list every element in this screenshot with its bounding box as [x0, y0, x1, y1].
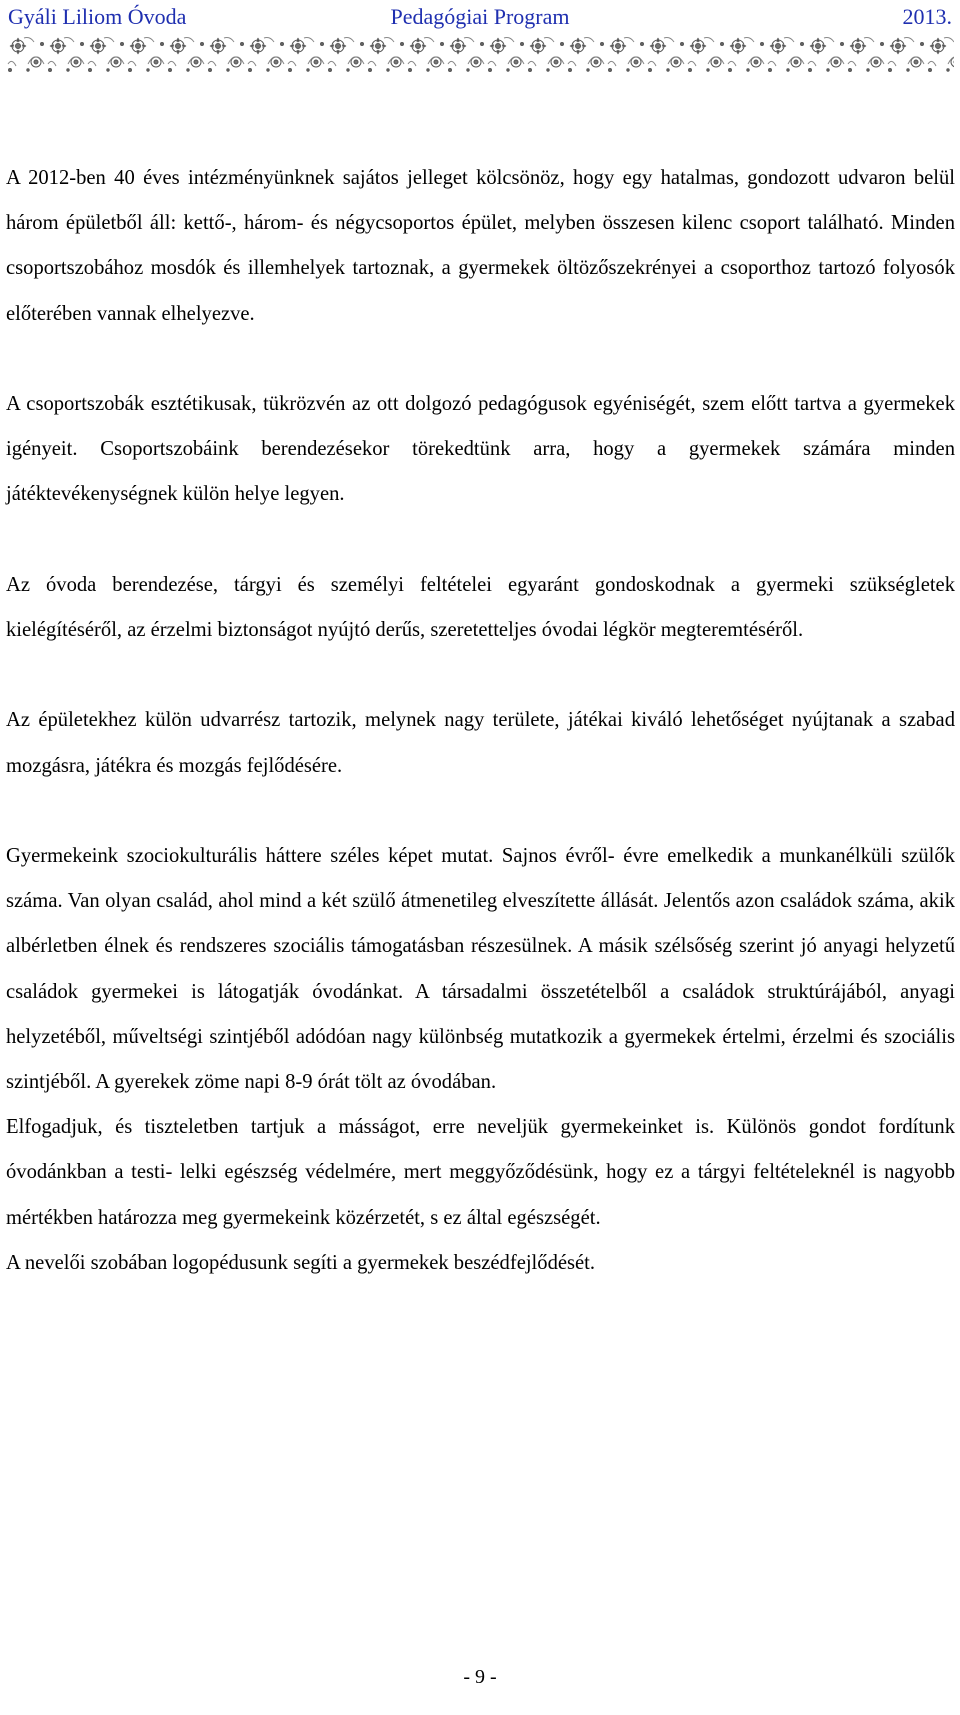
page-number: - 9 -	[463, 1666, 497, 1688]
header-document-title: Pedagógiai Program	[390, 4, 570, 29]
paragraph-acceptance: Elfogadjuk, és tiszteletben tartjuk a másságot, erre neveljük gyermekeinket is. Különös gondot fordítunk óvodánkban a testi- lelki egészség védelmére, mert meggyőződésünk, hogy ez a tárgyi feltételeknél is nagyobb mértékben határozza meg gyermekeink közérzetét, s ez által egészségét.	[6, 1116, 955, 1229]
paragraph-speech-therapy: A nevelői szobában logopédusunk segíti a gyermekek beszédfejlődését.	[6, 1251, 596, 1274]
paragraph-buildings: A 2012-ben 40 éves intézményünknek sajátos jelleget kölcsönöz, hogy egy hatalmas, gondozott udvaron belül három épületből áll: kettő-, három- és négycsoportos épület, melyben összesen kilenc csoport található. Minden csoportszobához mosdók és illemhelyek tartoznak, a gyermekek öltözőszekrényei a csoporthoz tartozó folyosók előterében vannak elhelyezve.	[6, 167, 955, 325]
paragraph-equipment: Az óvoda berendezése, tárgyi és személyi feltételei egyaránt gondoskodnak a gyermeki szükségletek kielégítéséről, az érzelmi biztonságot nyújtó derűs, szeretetteljes óvodai légkör megteremtéséről.	[6, 573, 955, 641]
paragraph-group-rooms: A csoportszobák esztétikusak, tükrözvén az ott dolgozó pedagógusok egyéniségét, szem előtt tartva a gyermekek igényeit. Csoportszobáink berendezésekor törekedtünk arra, hogy a gyermekek számára minden játéktevékenységnek külön helye legyen.	[6, 393, 955, 506]
paragraph-socio-cultural: Gyermekeink szociokulturális háttere széles képet mutat. Sajnos évről- évre emelkedik a munkanélküli szülők száma. Van olyan család, ahol mind a két szülő átmenetileg elveszítette állását. Jelentős azon családok száma, akik albérletben élnek és rendszeres szociális támogatásban részesülnek. A másik szélsőség szerint jó anyagi helyzetű családok gyermekei is látogatják óvodánkat. A társadalmi összetételből a családok struktúrájából, anyagi helyzetéből, műveltségi szintjéből adódóan nagy különbség mutatkozik a gyermekek értelmi, érzelmi és szociális szintjéből. A gyerekek zöme napi 8-9 órát tölt az óvodában.	[6, 844, 955, 1093]
document-body	[6, 156, 955, 1286]
header-year: 2013.	[902, 4, 952, 29]
header-institution-name: Gyáli Liliom Óvoda	[8, 4, 187, 29]
floral-border-icon	[6, 34, 954, 74]
running-header	[8, 0, 952, 32]
paragraph-yard: Az épületekhez külön udvarrész tartozik, melynek nagy területe, játékai kiváló lehetőséget nyújtanak a szabad mozgásra, játékra és mozgás fejlődésére.	[6, 709, 955, 777]
